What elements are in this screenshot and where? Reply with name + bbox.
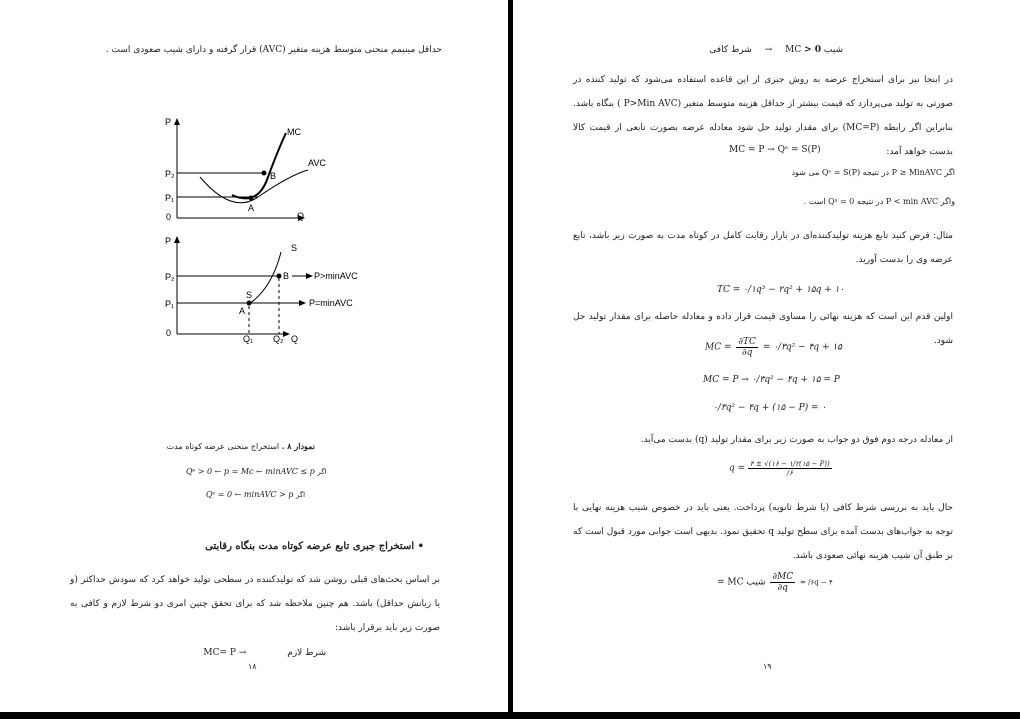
right-page-number: ۱۹ xyxy=(763,662,772,671)
eq-mc-equals-p: MC = P → ۰/۳q² − ۴q + ۱۵ = P xyxy=(703,375,840,385)
mc-curve xyxy=(232,133,286,198)
right-page xyxy=(513,0,1020,712)
condition-1 xyxy=(186,466,326,478)
g2-q1-label: Q₁ xyxy=(243,334,254,344)
left-page xyxy=(0,0,508,712)
g2-q-axis-label: Q xyxy=(291,334,299,344)
g1-p1-label: P₁ xyxy=(165,193,175,203)
q-lhs: q = xyxy=(729,463,746,474)
g1-p-axis-label: P xyxy=(165,117,172,127)
g2-q2-label: Q₂ xyxy=(273,334,284,344)
g2-x-arrow xyxy=(283,331,290,337)
eq-marginal-cost xyxy=(705,337,842,358)
left-page-number: ۱۸ xyxy=(248,662,257,671)
sufficient-condition-arrow: → xyxy=(764,45,773,55)
g1-a-label: A xyxy=(248,203,255,213)
sufficient-condition-gt: > 0 xyxy=(804,45,822,55)
supply-curve xyxy=(249,252,281,304)
g2-zero-label: 0 xyxy=(166,328,172,338)
figure-caption xyxy=(166,440,315,453)
mc-lhs: MC = xyxy=(705,342,732,353)
step-1-text: اولین قدم این است که هزینه نهائی را مساوی قیمت قرار داده و معادله حاصله برای مقدار تولید حل شود. xyxy=(573,312,953,346)
condition-1-word: اگر xyxy=(317,468,327,476)
eq-mc-slope xyxy=(717,572,833,593)
necessary-condition-eq: → MC= P xyxy=(203,648,247,658)
section-heading xyxy=(204,541,424,553)
g2-y-arrow xyxy=(174,236,180,243)
left-paragraph: بر اساس بحث‌های قبلی روشن شد که تولیدکننده در سطحی تولید خواهد کرد که سودش حداکثر (و یا زیانش حداقل) باشد. هم چنین ملاحظه شد که برای تحقق چنین امری دو شرط لازم و کافی به صورت زیر باید برقرار باشد: xyxy=(70,575,440,633)
mc-rhs: = ۰/۳q² − ۴q + ۱۵ xyxy=(762,342,843,353)
cost-curves-graph xyxy=(160,115,360,225)
g1-y-arrow xyxy=(174,118,180,125)
g2-a-label: A xyxy=(239,306,246,316)
sufficient-condition-eq: شیب MC xyxy=(785,45,843,55)
slope-numerator: ∂MC xyxy=(772,572,794,582)
figure-caption-number: نمودار ۸ . xyxy=(281,441,315,451)
necessary-condition xyxy=(196,647,326,659)
section-heading-text: استخراج جبری تابع عرضه کوتاه مدت بنگاه رقابتی xyxy=(205,541,415,552)
g2-point-b xyxy=(277,274,282,279)
g1-avc-label: AVC xyxy=(308,158,326,168)
g2-b-arrow-head xyxy=(306,273,313,279)
eq-supply-positive: اگر P ≥ MinAVC در نتیجه Qˢ = S(P) می شود xyxy=(791,168,955,177)
g1-b-label: B xyxy=(270,171,277,181)
eq-supply-zero: واگر P < min AVC در نتیجه Qˢ = 0 است . xyxy=(803,197,955,206)
left-top-line: حداقل مینیمم منحنی متوسط هزینه متغیر (AVC) قرار گرفته و دارای شیب صعودی است . xyxy=(105,45,442,55)
eq-quadratic-solution xyxy=(729,460,832,477)
condition-1-math: Qˢ > 0 ← p = Mc ← minAVC ≤ p xyxy=(186,467,315,476)
mc-denominator: ∂q xyxy=(741,348,753,358)
step-2-text: از معادله درجه دوم فوق دو جواب به صورت زیر برای مقدار تولید (q) بدست می‌آید. xyxy=(640,435,953,445)
g2-p1-label: P₁ xyxy=(165,299,175,309)
eq-mc-supply: MC = P → Qˢ = S(P) xyxy=(729,145,821,155)
g2-s-top-label: S xyxy=(291,243,298,253)
g1-point-b xyxy=(262,171,267,176)
q-denominator: /۶ xyxy=(786,469,793,477)
g1-zero-label: 0 xyxy=(166,212,172,222)
avc-curve xyxy=(200,170,308,203)
right-paragraph-2: حال باید به بررسی شرط کافی (یا شرط ثانویه) پرداخت. یعنی باید در خصوص شیب هزینه نهایی با توجه به جواب‌های بدست آمده برای سطح تولید q تحقیق نمود. بدیهی است جوابی مورد قبول است که بر طبق آن شیب هزینه نهائی صعودی باشد. xyxy=(573,503,953,561)
sufficient-condition xyxy=(703,44,843,56)
right-paragraph-1: در اینجا نیز برای استخراج عرضه به روش جبری از این قاعده استفاده می‌شود که تولید کننده در صورتی به تولید می‌پردازد که قیمت بیشتر از حداقل هزینه متوسط متغیر (P>Min AVC ) بنگاه باشد. بنابراین اگر رابطه (MC=P) برای مقدار تولید حل شود معادله عرضه بصورت تابعی از قیمت کالا بدست خواهد آمد: xyxy=(573,75,954,157)
g2-p1-arrow xyxy=(299,300,306,306)
eq-total-cost: TC = ۰/۱q³ − ۲q² + ۱۵q + ۱۰ xyxy=(717,285,845,295)
section-heading-bullet: • xyxy=(417,541,424,552)
figure-caption-text: استخراج منحنی عرضه کوتاه مدت xyxy=(166,442,280,451)
example-paragraph: مثال: فرض کنید تابع هزینه تولیدکننده‌ای در بازار رقابت کامل در کوتاه مدت به صورت زیر باشد، تابع عرضه وی را بدست آورید. xyxy=(573,231,953,265)
g1-q-axis-label: Q xyxy=(297,211,305,221)
g1-p2-label: P₂ xyxy=(165,169,175,179)
g2-s-label: S xyxy=(246,290,253,300)
bottom-edge xyxy=(0,712,1020,719)
condition-2 xyxy=(206,489,305,501)
necessary-condition-label: شرط لازم xyxy=(287,648,326,658)
slope-denominator: ∂q xyxy=(777,583,788,593)
slope-rhs: = /۶q − ۴ xyxy=(800,578,833,587)
condition-2-math: Qˢ = 0 ← minAVC > p xyxy=(206,490,294,499)
q-numerator: ۴ ± √(۱۶ − ۱/۲(۱۵ − P)) xyxy=(750,460,830,468)
g1-mc-label: MC xyxy=(287,127,301,137)
g2-b-label: B xyxy=(283,271,290,281)
g1-point-a xyxy=(249,196,254,201)
mc-numerator: ∂TC xyxy=(738,337,756,347)
eq-quadratic: ۰/۳q² − ۴q + (۱۵ − P) = ۰ xyxy=(713,403,827,413)
condition-2-word: اگر xyxy=(295,491,306,499)
g2-point-a xyxy=(247,301,252,306)
g2-p2-label: P₂ xyxy=(165,272,175,282)
slope-lhs: شیب MC = xyxy=(717,577,766,588)
g2-a-arrow-text: P=minAVC xyxy=(309,298,353,308)
g2-b-arrow-text: P>minAVC xyxy=(314,271,358,281)
supply-curve-graph xyxy=(160,232,380,347)
g2-p-axis-label: P xyxy=(165,236,172,246)
sufficient-condition-label: شرط کافی xyxy=(709,45,752,55)
